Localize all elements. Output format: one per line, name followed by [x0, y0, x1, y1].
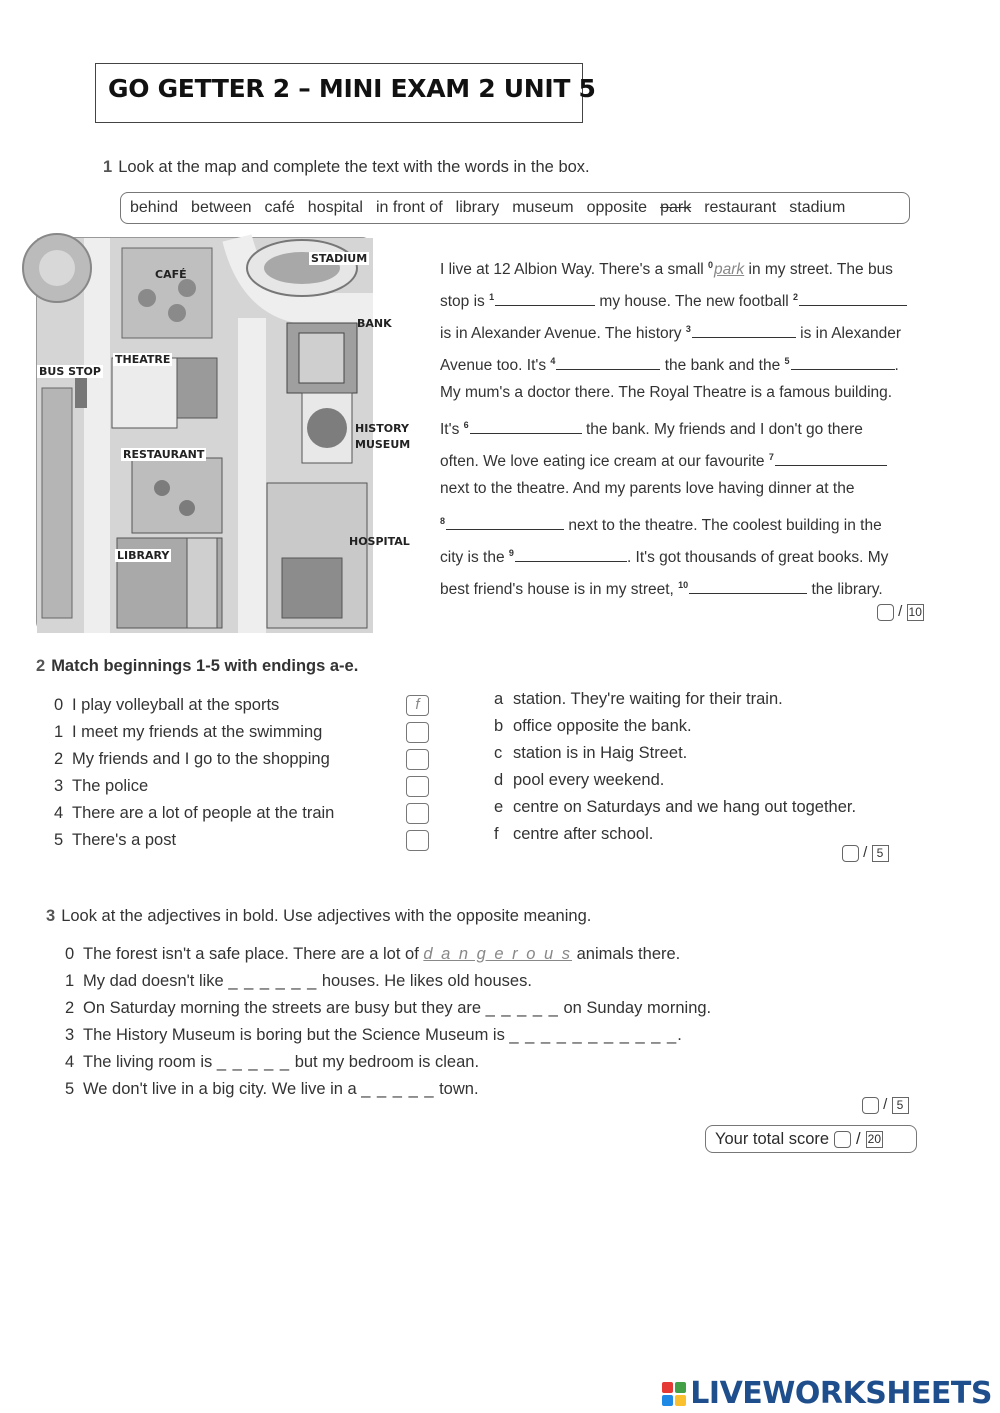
adjective-item: 2 On Saturday morning the streets are busy but they are _ _ _ _ _ on Sunday morning. [65, 999, 712, 1017]
map-label-history: HISTORY [355, 422, 409, 435]
score-max: 5 [872, 845, 889, 862]
answer-blank-2[interactable] [799, 292, 907, 306]
liveworksheets-logo [662, 1376, 992, 1411]
total-score-input-box[interactable] [834, 1131, 851, 1148]
match-answer-box[interactable] [406, 776, 429, 797]
total-score-label: Your total score [715, 1129, 830, 1148]
score-input-box[interactable] [862, 1097, 879, 1114]
ending-item: a station. They're waiting for their train. [494, 690, 783, 708]
passage-line: next to the theatre. And my parents love having dinner at the [440, 480, 855, 497]
adjective-item: 1 My dad doesn't like _ _ _ _ _ _ houses. He likes old houses. [65, 972, 532, 990]
page-title: GO GETTER 2 – MINI EXAM 2 UNIT 5 [108, 74, 596, 103]
score-input-box[interactable] [877, 604, 894, 621]
ending-item: e centre on Saturdays and we hang out together. [494, 798, 857, 816]
word-blank[interactable]: _ _ _ _ _ _ _ _ _ _ _ [509, 1026, 678, 1044]
ex3-instruction-text: Look at the adjectives in bold. Use adjectives with the opposite meaning. [61, 907, 592, 925]
passage-line: It's $^6$ the bank. My friends and I don't go there [440, 420, 863, 438]
answer-blank-8[interactable] [446, 516, 564, 530]
ending-item: c station is in Haig Street. [494, 744, 688, 762]
beginning-item: 3 The police [54, 777, 149, 795]
ex2-instruction-text: Match beginnings 1-5 with endings a-e. [51, 657, 359, 675]
passage-line: My mum's a doctor there. The Royal Theatre is a famous building. [440, 384, 893, 401]
word-blank[interactable]: _ _ _ _ _ [485, 999, 559, 1017]
word-item-crossed: park [660, 199, 692, 216]
ex1-number: 1 [103, 158, 113, 176]
ending-item: f centre after school. [494, 825, 654, 843]
ex2-score: / 5 [842, 844, 889, 862]
word-item: café [264, 199, 295, 216]
score-max: 10 [908, 604, 922, 619]
ex3-number: 3 [46, 907, 56, 925]
score-input-box[interactable] [842, 845, 859, 862]
ex3-score: / 5 [862, 1096, 909, 1114]
liveworksheets-icon [662, 1382, 686, 1406]
map-label-cafe: CAFÉ [155, 268, 187, 281]
passage-line: Avenue too. It's $^4$ the bank and the $^5$ . [440, 356, 899, 374]
word-box [120, 192, 910, 224]
word-item: opposite [586, 199, 648, 216]
passage-line: is in Alexander Avenue. The history $^3$ is in Alexander [440, 324, 901, 342]
answer-blank-4[interactable] [556, 356, 660, 370]
total-score-max: 20 [867, 1131, 881, 1146]
passage-line: I live at 12 Albion Way. There's a small $^0$park in my street. The bus [440, 260, 893, 278]
map-label-library: LIBRARY [117, 549, 170, 562]
word-blank[interactable]: _ _ _ _ _ [361, 1080, 435, 1098]
passage-line: often. We love eating ice cream at our favourite $^7$ [440, 447, 887, 472]
match-answer-box[interactable] [406, 722, 429, 743]
answer-blank-1[interactable] [495, 292, 595, 306]
answer-blank-6[interactable] [470, 420, 582, 434]
ex1-score: / 10 [877, 603, 924, 621]
beginning-item: 5 There's a post [54, 831, 177, 849]
map-label-theatre: THEATRE [115, 353, 171, 366]
word-item: library [455, 199, 500, 216]
ex3-instruction [46, 907, 591, 926]
example-word: d a n g e r o u s [423, 945, 573, 963]
passage-line: city is the $^9$ . It's got thousands of great books. My [440, 548, 889, 566]
ex2-number: 2 [36, 657, 46, 675]
map-label-museum: MUSEUM [355, 438, 411, 451]
map-label-bank: BANK [357, 317, 392, 330]
match-answer-box[interactable] [406, 830, 429, 851]
word-item: in front of [375, 199, 443, 216]
beginning-item: 1 I meet my friends at the swimming [54, 723, 323, 741]
answer-blank-10[interactable] [689, 580, 807, 594]
word-blank[interactable]: _ _ _ _ _ [216, 1053, 291, 1071]
ending-item: b office opposite the bank. [494, 717, 692, 735]
word-item: between [191, 199, 252, 216]
answer-blank-3[interactable] [692, 324, 796, 338]
town-map-illustration [37, 238, 373, 633]
map-label-stadium: STADIUM [311, 252, 368, 265]
ending-item: d pool every weekend. [494, 771, 665, 789]
score-max: 5 [892, 1097, 909, 1114]
answer-blank-7[interactable] [775, 452, 887, 466]
passage-line: best friend's house is in my street, $^{10}$ the library. [440, 580, 883, 598]
match-answer-box: f [406, 695, 429, 716]
word-item: museum [512, 199, 574, 216]
adjective-item: 5 We don't live in a big city. We live in a _ _ _ _ _ town. [65, 1080, 479, 1098]
word-item: behind [130, 199, 179, 216]
passage-line: $^8$ next to the theatre. The coolest building in the [440, 516, 882, 534]
answer-blank-5[interactable] [791, 356, 895, 370]
word-blank[interactable]: _ _ _ _ _ _ [228, 972, 318, 990]
adjective-item: 4 The living room is _ _ _ _ _ but my bedroom is clean. [65, 1053, 480, 1071]
beginning-item: 2 My friends and I go to the shopping [54, 750, 330, 768]
beginning-item: 4 There are a lot of people at the train [54, 804, 335, 822]
adjective-item: 0 The forest isn't a safe place. There are a lot of d a n g e r o u s animals there. [65, 945, 681, 963]
town-map [36, 237, 411, 632]
map-label-bus-stop: BUS STOP [39, 365, 101, 378]
adjective-item: 3 The History Museum is boring but the Science Museum is _ _ _ _ _ _ _ _ _ _ _. [65, 1026, 682, 1044]
map-label-hospital: HOSPITAL [349, 535, 410, 548]
word-item: restaurant [704, 199, 777, 216]
total-score: Your total score / 20 [705, 1125, 917, 1153]
match-answer-box[interactable] [406, 803, 429, 824]
answer-blank-9[interactable] [515, 548, 627, 562]
word-item: hospital [307, 199, 363, 216]
ex1-instruction [103, 158, 590, 177]
ex2-instruction [36, 657, 358, 676]
passage-line: stop is $^1$ my house. The new football $^2$ [440, 287, 907, 312]
match-answer-box[interactable] [406, 749, 429, 770]
liveworksheets-text: LIVEWORKSHEETS [690, 1376, 992, 1411]
beginning-item: 0 I play volleyball at the sports [54, 696, 280, 714]
map-label-restaurant: RESTAURANT [123, 448, 205, 461]
ex1-instruction-text: Look at the map and complete the text with the words in the box. [118, 158, 590, 176]
example-answer: park [714, 261, 745, 278]
word-item: stadium [789, 199, 846, 216]
